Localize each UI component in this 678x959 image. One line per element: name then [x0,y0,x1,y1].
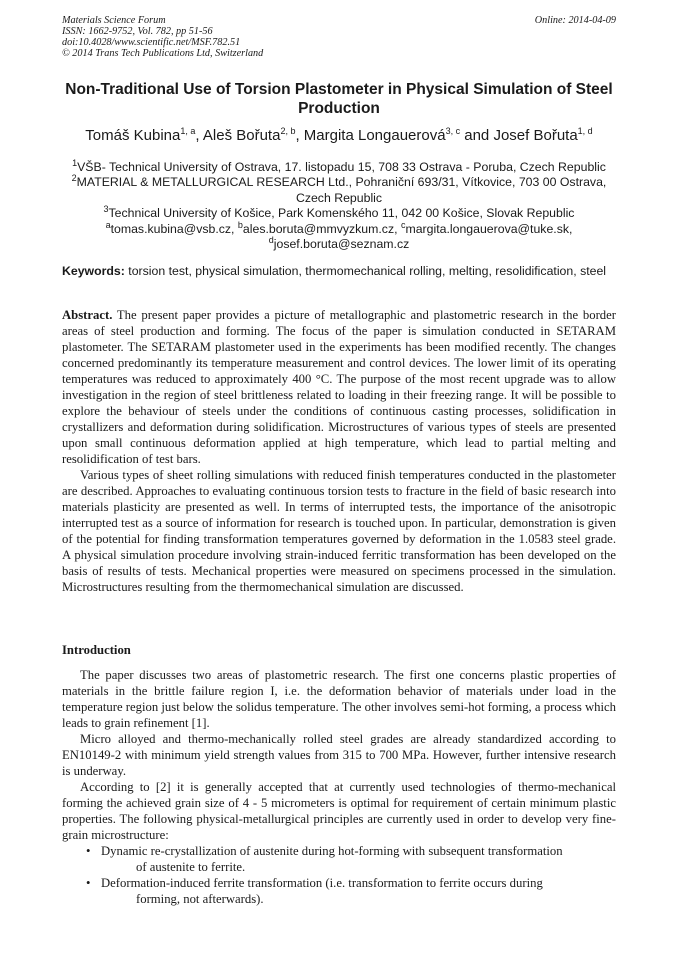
intro-paragraph: According to [2] it is generally accepted that at currently used technologies of thermo-mechanical forming the achieved grain size of 4 - 5 micrometers is optimal for requirement of certain minimum plastic properties. The following physical-metallurgical principles are currently used in order to develop very fine-grain microstructure: [62,780,616,842]
paper-title: Non-Traditional Use of Torsion Plastometer in Physical Simulation of Steel Production [65,81,613,117]
affiliation-line [62,206,616,221]
affiliation-line [62,191,616,206]
affiliation-mark: 2 [71,173,77,184]
keywords [62,264,616,279]
email-address[interactable]: ales.boruta@mmvyzkum.cz, [242,221,401,236]
affiliation-text: Czech Republic [295,190,383,205]
list-item-line: Dynamic re-crystallization of austenite during hot-forming with subsequent transformation [101,844,563,858]
email-mark: c [400,219,406,230]
affiliation-text: Technical University of Košice, Park Komenského 11, 042 00 Košice, Slovak Republic [108,206,575,221]
email-mark: d [268,234,274,245]
abstract-paragraph: Various types of sheet rolling simulations with reduced finish temperatures conducted in the plastometer are described. Approaches to evaluating continuous torsion tests to fracture in the field of basic research into materials plasticity are presented as well. In terms of interrupted tests, the importance of the anisotropic interrupted test as a source of information for research is touched upon. In particular, demonstration is given of the potential for finding transformation temperatures governed by deformation in the 1.0583 steel grade. A physical simulation procedure involving strain-induced ferritic transformation has been developed on the basis of results of tests. Mechanical properties were measured on specimens processed in the simulation. Microstructures resulting from the thermomechanical simulation are discussed. [62,468,616,594]
author-affiliation-mark: 2, b [280,126,296,136]
email-mark: b [237,219,243,230]
doi: doi:10.4028/www.scientific.net/MSF.782.51 [62,37,241,48]
author-name: Aleš Bořuta [202,127,281,144]
author-list [62,127,616,145]
author-affiliation-mark: 1, a [180,126,196,136]
principles-list [62,843,616,907]
keywords-label: Keywords: [62,264,125,278]
author-name: Margita Longauerová [303,127,446,144]
online-date: Online: 2014-04-09 [534,15,616,26]
abstract-label: Abstract. [62,308,113,322]
journal-name: Materials Science Forum [62,15,166,26]
affiliation-mark: 3 [103,204,109,215]
email-line [62,234,616,252]
author-separator: , [195,127,203,144]
list-item [62,875,616,907]
email-address[interactable]: josef.boruta@seznam.cz [273,237,410,252]
author-separator: , [295,127,304,144]
journal-header [62,15,616,59]
affiliation-text: MATERIAL & METALLURGICAL RESEARCH Ltd., Pohraniční 693/31, Vítkovice, 703 00 Ostrava, [76,175,607,190]
author-name: Tomáš Kubina [85,127,181,144]
abstract-text: The present paper provides a picture of metallographic and plastometric research in the border areas of steel production and forming. The focus of the paper is simulation conducted in SETARAM plastometer. The SETARAM plastometer used in the experiments has been modified recently. The changes concerned predominantly its temperature measurement and control devices. The lower limit of its operating temperatures was reduced to approximately 400 °C. The purpose of the most recent upgrade was to allow investigation in the region of steel brittleness related to loading in their freezing range. It will be possible to explore the behaviour of steels under the conditions of continuous casting processes, solidification in crystallizers and deformation during solidification. Microstructures of various types of steels are presented upon small continuous deformation applied at high temperature, which lead to partial melting and resolidification of test bars. [62,308,616,466]
list-item-line: Deformation-induced ferrite transformation (i.e. transformation to ferrite occurs during [101,876,543,890]
affiliation-line [62,157,616,175]
email-mark: a [105,219,111,230]
author-affiliation-mark: 3, c [445,126,461,136]
section-heading: Introduction [62,643,131,657]
keywords-text: torsion test, physical simulation, thermomechanical rolling, melting, resolidification, steel [128,264,607,278]
author-name: Josef Bořuta [493,127,578,144]
email-line [62,219,616,237]
author-affiliation-mark: 1, d [577,126,593,136]
author-conjunction: and [460,127,494,144]
affiliation-line [62,175,616,190]
bullet-mark: • [86,876,91,890]
list-item-line: of austenite to ferrite. [136,860,246,874]
intro-paragraph: Micro alloyed and thermo-mechanically rolled steel grades are already standardized according to EN10149-2 with minimum yield strength values from 315 to 700 MPa. However, further intensive research is underway. [62,732,616,778]
abstract [62,307,616,595]
email-address[interactable]: tomas.kubina@vsb.cz, [110,221,238,236]
copyright: © 2014 Trans Tech Publications Ltd, Switzerland [62,48,264,59]
issn: ISSN: 1662-9752, Vol. 782, pp 51-56 [62,26,213,37]
bullet-mark: • [86,844,91,858]
affiliation-mark: 1 [72,157,78,168]
intro-paragraph: The paper discusses two areas of plastometric research. The first one concerns plastic properties of materials in the brittle failure region I, i.e. the deformation behavior of materials under load in the temperature region just below the solidus temperature. The other involves semi-hot forming, a process which leads to grain refinement [1]. [62,668,616,730]
email-address[interactable]: margita.longauerova@tuke.sk, [405,221,573,236]
affiliations [62,157,616,252]
abstract-paragraph [62,307,616,467]
list-item [62,843,616,875]
introduction-section [62,667,616,907]
list-item-line: forming, not afterwards). [136,892,264,906]
affiliation-text: VŠB- Technical University of Ostrava, 17. listopadu 15, 708 33 Ostrava - Poruba, Czech Republic [77,160,606,174]
